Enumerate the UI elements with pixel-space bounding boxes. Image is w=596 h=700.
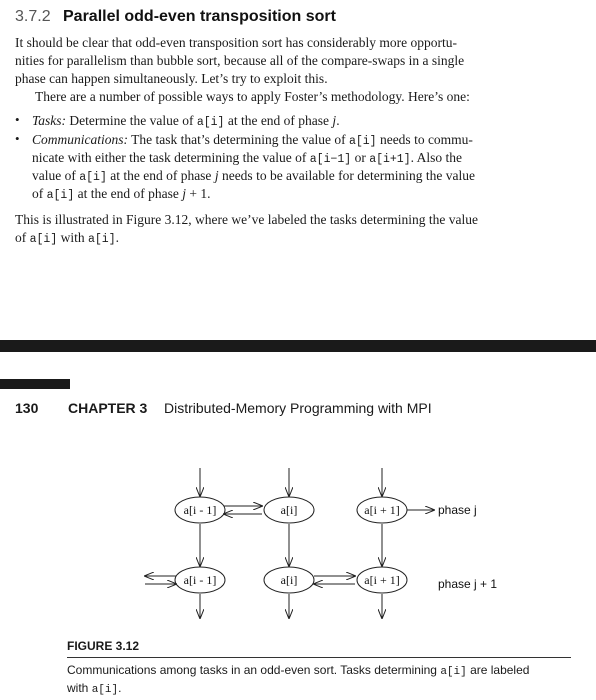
illustrated-line-2: of a[i] with a[i].	[15, 230, 119, 246]
bullet-list	[0, 112, 596, 212]
phase-label-j-plus-1: phase j + 1	[438, 577, 498, 591]
section-number: 3.7.2	[15, 8, 51, 25]
comm-line-2: nicate with either the task determining the value of a[i−1] or a[i+1]. Also the	[32, 150, 463, 166]
illustrated-line-1: This is illustrated in Figure 3.12, where we’ve labeled the tasks determining the value	[15, 212, 479, 227]
page-break-bar	[0, 340, 596, 352]
comm-label: Communications:	[32, 132, 128, 147]
task-node-row2-mid: a[i]	[280, 573, 298, 587]
task-node-row1-mid: a[i]	[280, 503, 298, 517]
task-node-row2-right: a[i + 1]	[364, 573, 400, 587]
chapter-title: Distributed-Memory Programming with MPI	[164, 400, 432, 416]
tasks-line: Tasks: Determine the value of a[i] at the end of phase j.	[32, 113, 340, 129]
bullet-marker: •	[15, 112, 20, 127]
figure-label: FIGURE 3.12	[67, 639, 140, 653]
caption-line-1: Communications among tasks in an odd-even sort. Tasks determining a[i] are labeled	[67, 663, 530, 678]
section-title: Parallel odd-even transposition sort	[63, 8, 336, 25]
task-node-row2-left: a[i - 1]	[183, 573, 217, 587]
intro-line-2: nities for parallelism than bubble sort, because all of the compare-swaps in a single	[15, 53, 465, 68]
chapter-label: CHAPTER 3	[68, 400, 148, 416]
figure-3-12-diagram	[130, 460, 530, 630]
phase-label-j: phase j	[438, 503, 477, 517]
caption-rule	[67, 657, 571, 658]
task-node-row1-right: a[i + 1]	[364, 503, 400, 517]
intro-line-3: phase can happen simultaneously. Let’s try to exploit this.	[15, 71, 328, 86]
caption-line-2: with a[i].	[67, 681, 122, 696]
comm-line-3: value of a[i] at the end of phase j needs to be available for determining the value	[32, 168, 475, 184]
page-tab-marker	[0, 379, 70, 389]
comm-line-4: of a[i] at the end of phase j + 1.	[32, 186, 211, 202]
bullet-marker: •	[15, 131, 20, 146]
task-node-row1-left: a[i - 1]	[183, 503, 217, 517]
intro-line-1: It should be clear that odd-even transposition sort has considerably more opportu-	[15, 35, 458, 50]
page-number: 130	[15, 400, 39, 416]
tasks-label: Tasks:	[32, 113, 67, 128]
intro-line-4: There are a number of possible ways to apply Foster’s methodology. Here’s one:	[35, 89, 470, 104]
comm-line-1: Communications: The task that’s determining the value of a[i] needs to commu-	[32, 132, 473, 148]
